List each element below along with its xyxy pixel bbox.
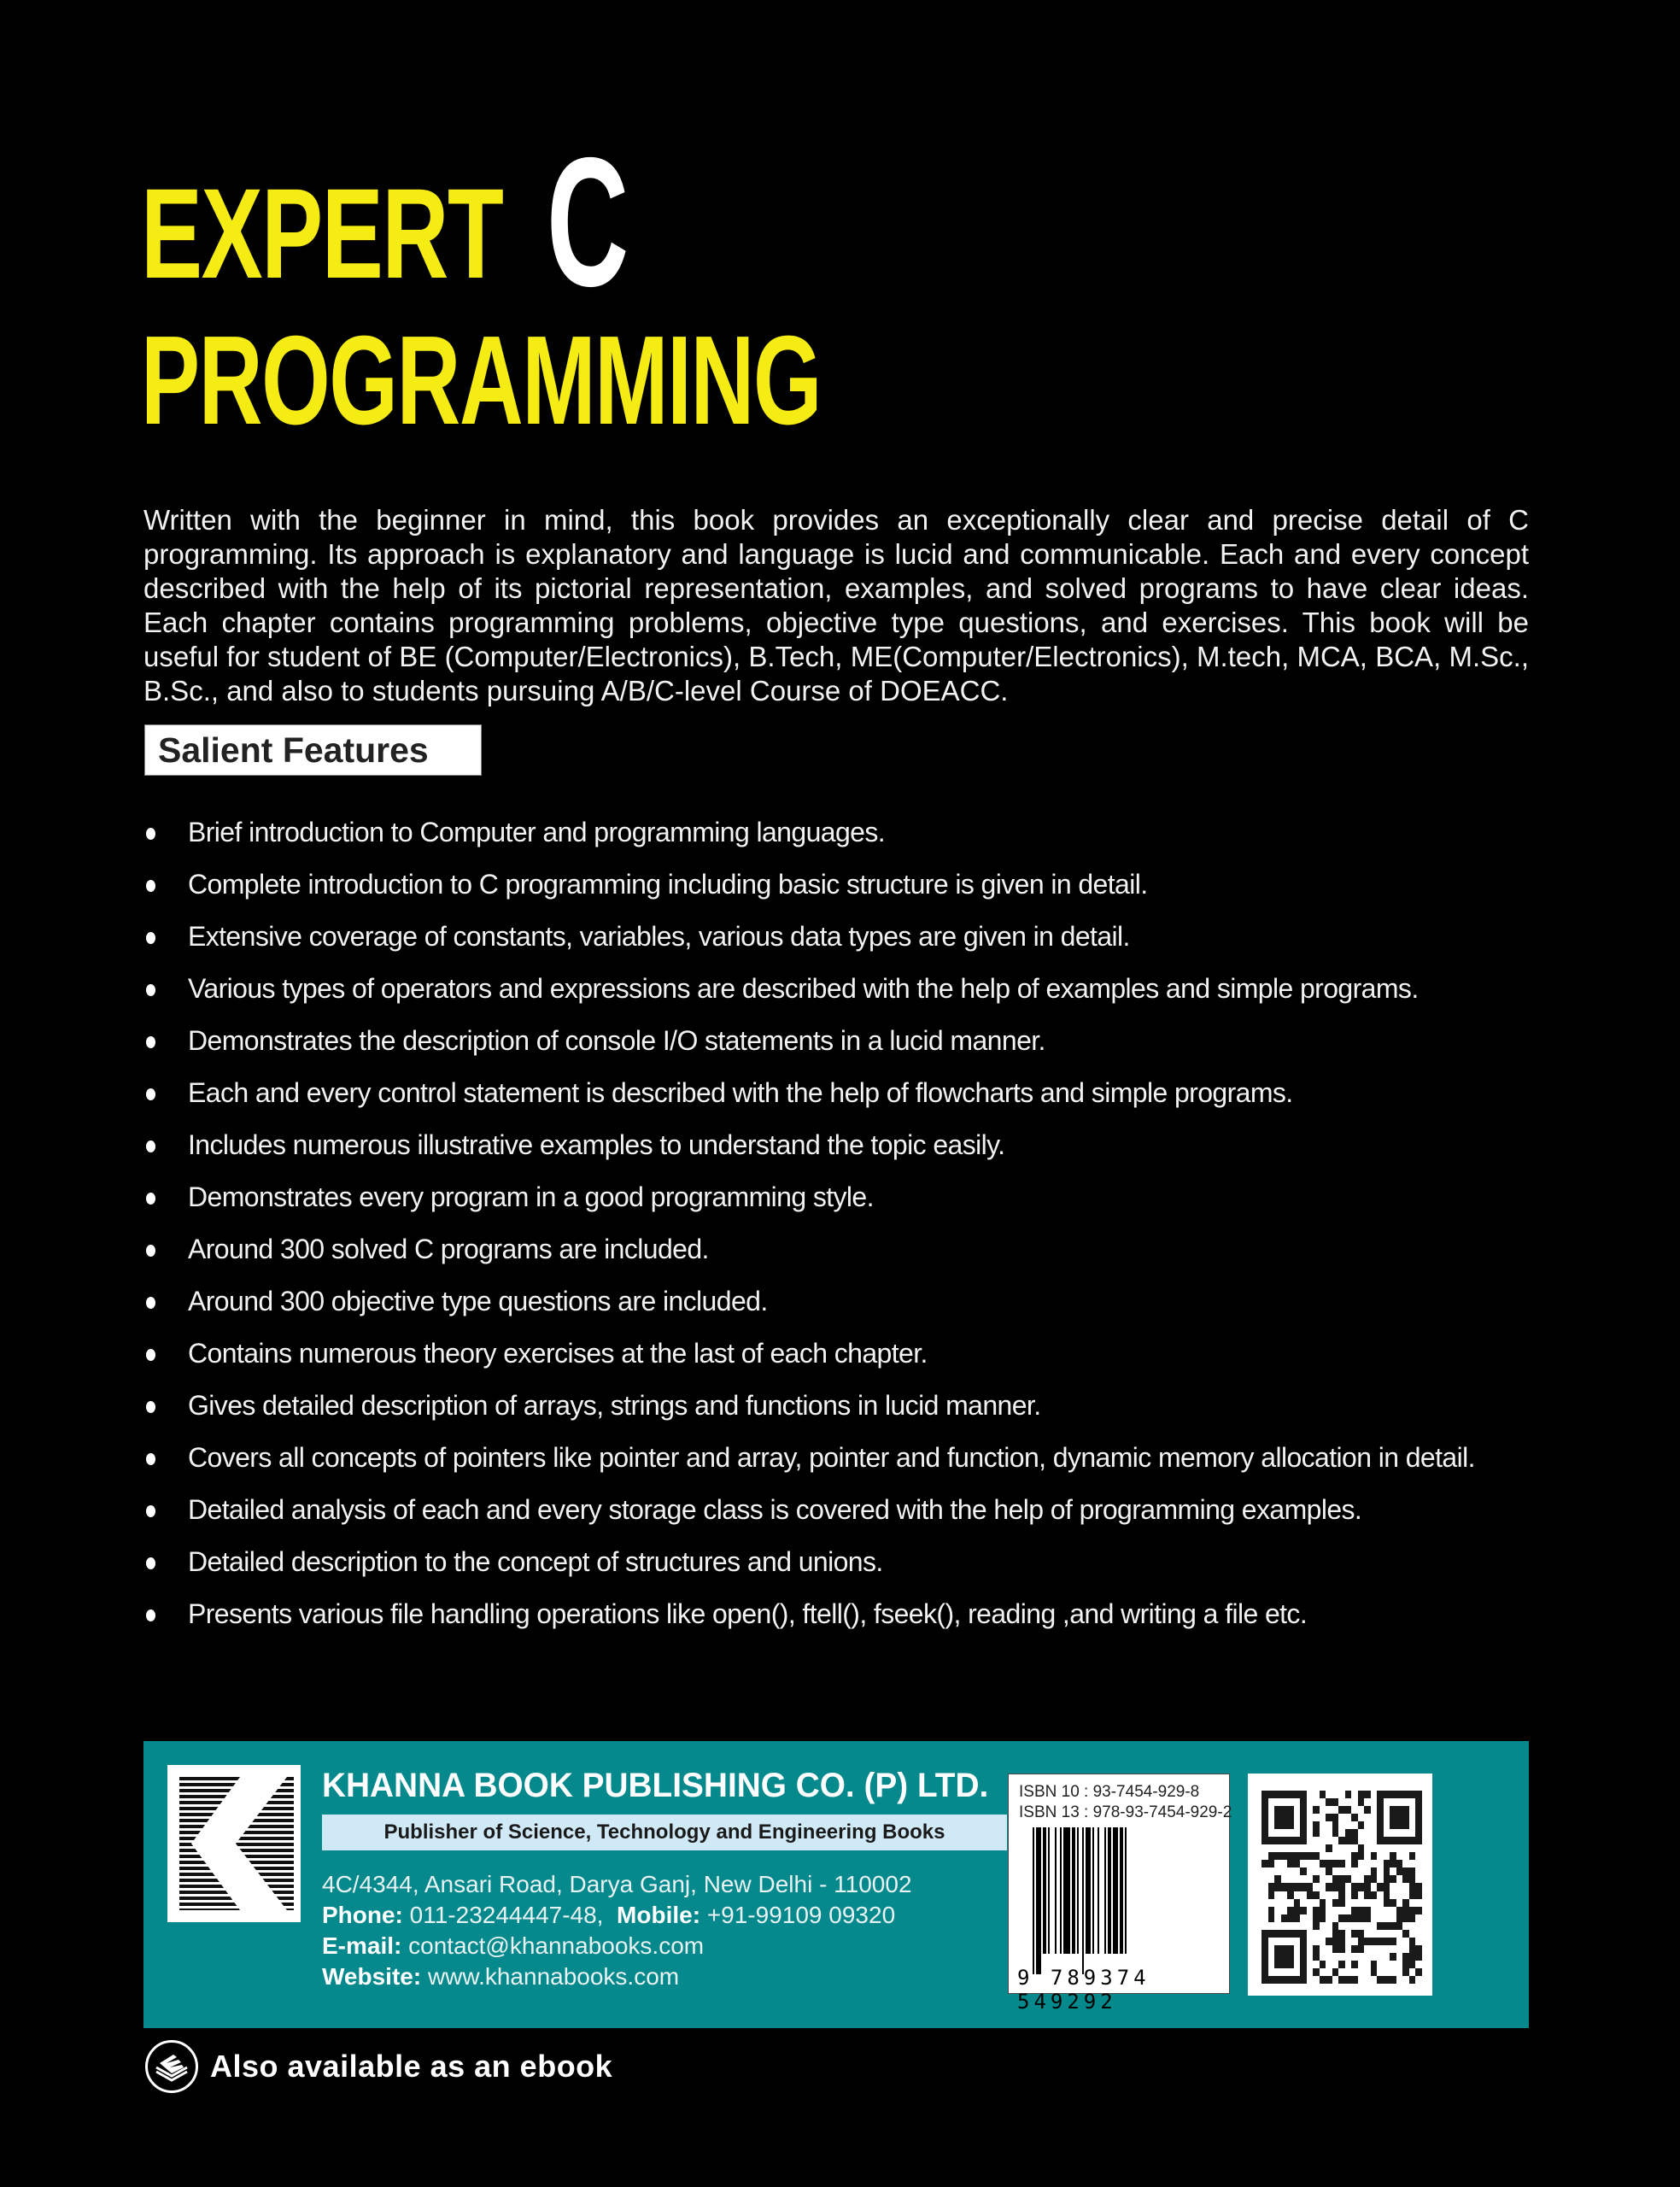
bullet-icon	[146, 1609, 155, 1621]
bullet-icon	[146, 1088, 155, 1100]
bullet-icon	[146, 1297, 155, 1309]
bullet-icon	[146, 1193, 155, 1205]
publisher-phone	[322, 1902, 895, 1929]
publisher-address: 4C/4344, Ansari Road, Darya Ganj, New Delhi - 110002	[322, 1871, 912, 1897]
qr-code-icon	[1261, 1791, 1422, 1984]
feature-item	[143, 919, 1536, 953]
feature-text: Demonstrates the description of console I/O statements in a lucid manner.	[188, 1025, 1045, 1056]
feature-item	[143, 1180, 1536, 1214]
feature-item	[143, 1440, 1536, 1475]
bullet-icon	[146, 1557, 155, 1569]
bullet-icon	[146, 1505, 155, 1517]
feature-item	[143, 1597, 1536, 1631]
features-list	[143, 815, 1536, 1631]
book-title-programming: PROGRAMMING	[141, 310, 822, 451]
mobile-label: Mobile:	[617, 1902, 701, 1928]
publisher-tagline: Publisher of Science, Technology and Engineering Books	[322, 1815, 1007, 1850]
isbn13: ISBN 13 : 978-93-7454-929-2	[1019, 1803, 1232, 1821]
feature-text: Around 300 solved C programs are included.	[188, 1234, 709, 1264]
feature-item	[143, 971, 1536, 1006]
bullet-icon	[146, 932, 155, 944]
intro-paragraph: Written with the beginner in mind, this book provides an exceptionally clear and precise detail of C programming. Its approach is explanatory and language is lucid and communicable. Each and every concept described with the help of its pictorial representation, examples, and solved programs to have clear ideas. Each chapter contains programming problems, objective type questions, and exercises. This book will be useful for student of BE (Computer/Electronics), B.Tech, ME(Computer/Electronics), M.tech, MCA, BCA, M.Sc., B.Sc., and also to students pursuing A/B/C-level Course of DOEACC.	[143, 504, 1529, 707]
publisher-website	[322, 1963, 679, 1991]
feature-text: Extensive coverage of constants, variables, various data types are given in detail.	[188, 921, 1130, 952]
ebook-availability	[145, 2040, 612, 2093]
feature-text: Various types of operators and expressions are described with the help of examples and simple programs.	[188, 973, 1419, 1004]
ebook-icon	[145, 2040, 198, 2093]
feature-item	[143, 867, 1536, 901]
barcode-icon	[1033, 1827, 1222, 1964]
feature-text: Demonstrates every program in a good programming style.	[188, 1181, 874, 1212]
bullet-icon	[146, 1036, 155, 1048]
website-link[interactable]: www.khannabooks.com	[427, 1963, 680, 1990]
publisher-logo-icon	[167, 1765, 301, 1922]
feature-text: Detailed description to the concept of structures and unions.	[188, 1546, 883, 1577]
feature-text: Gives detailed description of arrays, strings and functions in lucid manner.	[188, 1390, 1041, 1421]
feature-item	[143, 1545, 1536, 1579]
phone-value: 011-23244447-48,	[409, 1902, 604, 1928]
feature-text: Detailed analysis of each and every storage class is covered with the help of programming examples.	[188, 1494, 1362, 1525]
feature-text: Brief introduction to Computer and programming languages.	[188, 817, 886, 847]
book-title-c: C	[547, 119, 629, 325]
publisher-panel	[143, 1741, 1529, 2028]
isbn-barcode-box	[1008, 1774, 1232, 2014]
publisher-name: KHANNA BOOK PUBLISHING CO. (P) LTD.	[322, 1767, 989, 1804]
bullet-icon	[146, 1349, 155, 1361]
feature-text: Contains numerous theory exercises at the last of each chapter.	[188, 1338, 928, 1369]
feature-text: Complete introduction to C programming including basic structure is given in detail.	[188, 869, 1148, 900]
isbn10: ISBN 10 : 93-7454-929-8	[1019, 1783, 1200, 1801]
feature-item	[143, 1336, 1536, 1370]
feature-item	[143, 1492, 1536, 1527]
publisher-email	[322, 1932, 704, 1960]
feature-text: Covers all concepts of pointers like pointer and array, pointer and function, dynamic memory allocation in detail.	[188, 1442, 1475, 1473]
feature-item	[143, 1232, 1536, 1266]
feature-item	[143, 1284, 1536, 1318]
bullet-icon	[146, 1401, 155, 1413]
feature-item	[143, 1023, 1536, 1058]
feature-text: Presents various file handling operations like open(), ftell(), fseek(), reading ,and writing a file etc.	[188, 1598, 1308, 1629]
ebook-label: Also available as an ebook	[210, 2049, 613, 2084]
phone-label: Phone:	[322, 1902, 403, 1928]
qr-code-box	[1248, 1774, 1432, 1996]
feature-item	[143, 1388, 1536, 1422]
bullet-icon	[146, 880, 155, 892]
email-label: E-mail:	[322, 1932, 402, 1959]
feature-text: Around 300 objective type questions are included.	[188, 1286, 768, 1316]
bullet-icon	[146, 1245, 155, 1257]
mobile-value: +91-99109 09320	[706, 1902, 896, 1928]
bullet-icon	[146, 1453, 155, 1465]
email-value[interactable]: contact@khannabooks.com	[408, 1932, 705, 1959]
website-label: Website:	[322, 1963, 422, 1990]
feature-text: Includes numerous illustrative examples to understand the topic easily.	[188, 1129, 1005, 1160]
bullet-icon	[146, 1140, 155, 1152]
book-title-expert: EXPERT	[141, 161, 503, 305]
salient-features-heading: Salient Features	[144, 724, 482, 776]
feature-item	[143, 815, 1536, 849]
bullet-icon	[146, 984, 155, 996]
feature-item	[143, 1076, 1536, 1110]
bullet-icon	[146, 828, 155, 840]
feature-item	[143, 1128, 1536, 1162]
feature-text: Each and every control statement is described with the help of flowcharts and simple programs.	[188, 1077, 1293, 1108]
barcode-number: 9 789374 549292	[1017, 1966, 1150, 2014]
